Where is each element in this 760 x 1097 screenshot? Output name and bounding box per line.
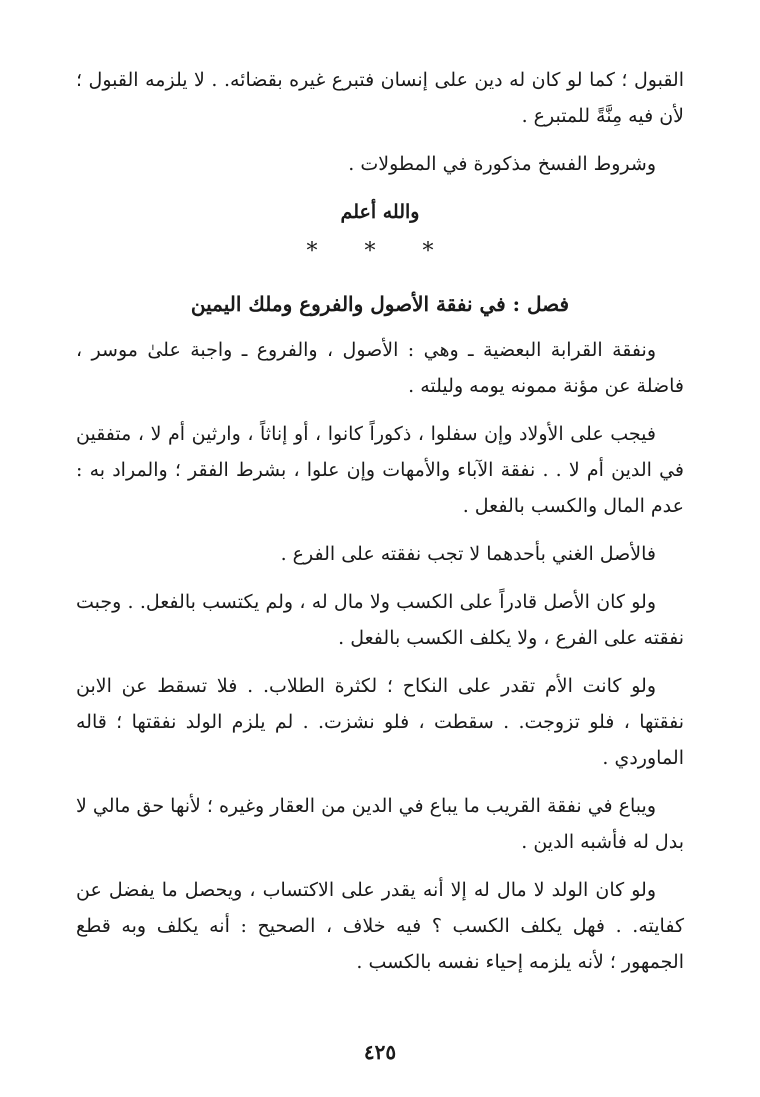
paragraph-annulment-conditions: وشروط الفسخ مذكورة في المطولات . — [348, 153, 656, 175]
paragraph: ولو كانت الأم تقدر على النكاح ؛ لكثرة الطلاب. . فلا تسقط عن الابن نفقتها ، فلو تزوجت. . سقطت ، فلو نشزت. . لم يلزم الولد نفقتها ؛ قاله الماوردي . — [76, 675, 684, 769]
paragraph: ولو كان الأصل قادراً على الكسب ولا مال له ، ولم يكتسب بالفعل. . وجبت نفقته على الفرع ، ولا يكلف الكسب بالفعل . — [76, 591, 684, 649]
closing-phrase: والله أعلم — [340, 201, 420, 223]
paragraph: ويباع في نفقة القريب ما يباع في الدين من العقار وغيره ؛ لأنها حق مالي لا بدل له فأشبه الدين . — [76, 795, 684, 853]
section-heading: فصل : في نفقة الأصول والفروع وملك اليمين — [190, 292, 570, 316]
paragraph: فالأصل الغني بأحدهما لا تجب نفقته على الفرع . — [280, 543, 656, 565]
page-content — [76, 62, 684, 992]
paragraph: فيجب على الأولاد وإن سفلوا ، ذكوراً كانوا ، أو إناثاً ، وارثين أم لا ، متفقين في الدين أم لا . . نفقة الآباء والأمهات وإن علوا ، بشرط الفقر ؛ والمراد به : عدم المال والكسب بالفعل . — [76, 423, 684, 517]
paragraph: ونفقة القرابة البعضية ـ وهي : الأصول ، والفروع ـ واجبة علىٰ موسر ، فاضلة عن مؤنة ممونه يومه وليلته . — [76, 339, 684, 397]
section-ornament: * * * — [306, 239, 454, 264]
paragraph-continuation: القبول ؛ كما لو كان له دين على إنسان فتبرع غيره بقضائه. . لا يلزمه القبول ؛ لأن فيه مِنَّةً للمتبرع . — [76, 69, 684, 127]
page-number: ٤٢٥ — [363, 1040, 397, 1064]
paragraph: ولو كان الولد لا مال له إلا أنه يقدر على الاكتساب ، ويحصل ما يفضل عن كفايته. . فهل يكلف الكسب ؟ فيه خلاف ، الصحيح : أنه يكلف وبه قطع الجمهور ؛ لأنه يلزمه إحياء نفسه بالكسب . — [76, 879, 684, 973]
